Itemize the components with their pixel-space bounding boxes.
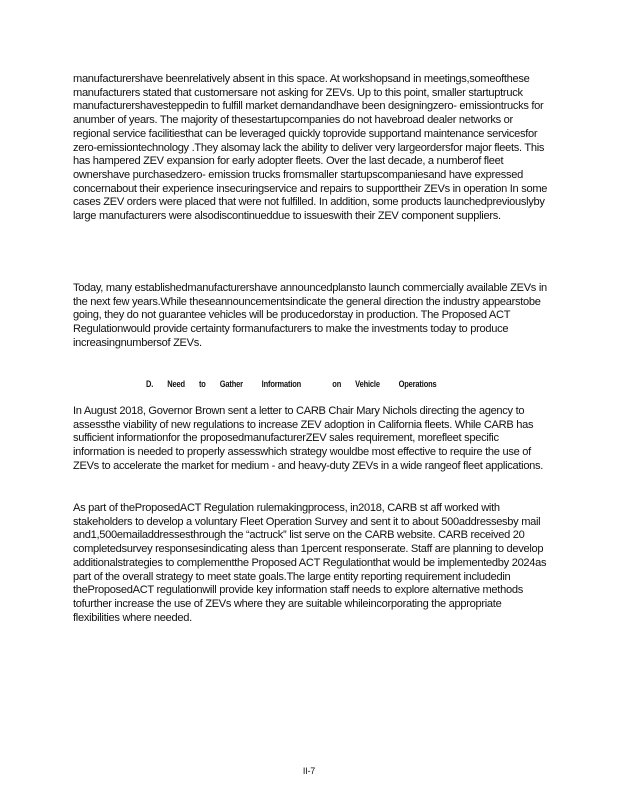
page-number: II-7 <box>302 766 316 776</box>
paragraph-manufacturers: manufacturershave beenrelatively absent in this space. At workshopsand in meetings,someofthese manufacturers stated that customersare not asking for ZEVs. Up to this point, smaller startuptruck manufacturershavesteppedin to fulfill market demandandhave been designingzero- emissiontrucks for anumber of years. The majority of thesestartupcompanies do not havebroad dealer networks or regional service facilitiesthat can be leveraged quickly toprovide supportand maintenance servicesfor zero-emissiontechnology .They alsomay lack the ability to deliver very largeordersfor major fleets. This has hampered ZEV expansion for early adopter fleets. Over the last decade, a numberof fleet ownershave purchasedzero- emission trucks fromsmaller startupscompaniesand have expressed concernabout their experience insecuringservice and repairs to supporttheir ZEVs in operation In some cases ZEV orders were placed that were not fulfilled. In addition, some products launchedpreviouslyby large manufacturers were alsodiscontinueddue to issueswith their ZEV component suppliers. <box>73 73 548 223</box>
heading-word-gather: Gather <box>219 379 243 390</box>
heading-word-need: Need <box>167 379 185 390</box>
heading-word-information: Information <box>261 379 302 390</box>
heading-word-to: to <box>198 379 206 390</box>
heading-word-on: on <box>332 379 342 390</box>
paragraph-fleet-survey: As part of theProposedACT Regulation rulemakingprocess, in2018, CARB st aff worked with stakeholders to develop a voluntary Fleet Operation Survey and sent it to about 500addressesby mail and1,500emailaddressesthrough the “actruck” list serve on the CARB website. CARB received 20 completedsurvey responsesindicating aless than 1percent responserate. Staff are planning to develop additionalstrategies to complementthe Proposed ACT Regulationthat would be implementedby 2024as part of the overall strategy to meet state goals.The large entity reporting requirement includedin theProposedACT regulationwill provide key information staff needs to explore alternative methods tofurther increase the use of ZEVs where they are suitable whileincorporating the appropriate flexibilities where needed. <box>73 502 547 624</box>
paragraph-established-manufacturers: Today, many establishedmanufacturershave announcedplansto launch commercially available ZEVs in the next few years.While theseannouncementsindicate the general direction the industry appearstobe going, they do not guarantee vehicles will be producedorstay in production. The Proposed ACT Regulationwould provide certainty formanufacturers to make the investments today to produce increasingnumbersof ZEVs. <box>73 282 547 349</box>
section-heading <box>146 379 437 390</box>
heading-word-operations: Operations <box>398 379 437 390</box>
paragraph-governor-letter: In August 2018, Governor Brown sent a letter to CARB Chair Mary Nichols directing the agency to assessthe viability of new regulations to increase ZEV adoption in California fleets. While CARB has sufficient informationfor the proposedmanufacturerZEV sales requirement, morefleet specific information is needed to properly assesswhich strategy wouldbe most effective to require the use of ZEVs to accelerate the market for medium - and heavy-duty ZEVs in a wide rangeof fleet applications. <box>73 405 544 472</box>
heading-word-vehicle: Vehicle <box>355 379 380 390</box>
section-letter: D. <box>146 379 154 390</box>
